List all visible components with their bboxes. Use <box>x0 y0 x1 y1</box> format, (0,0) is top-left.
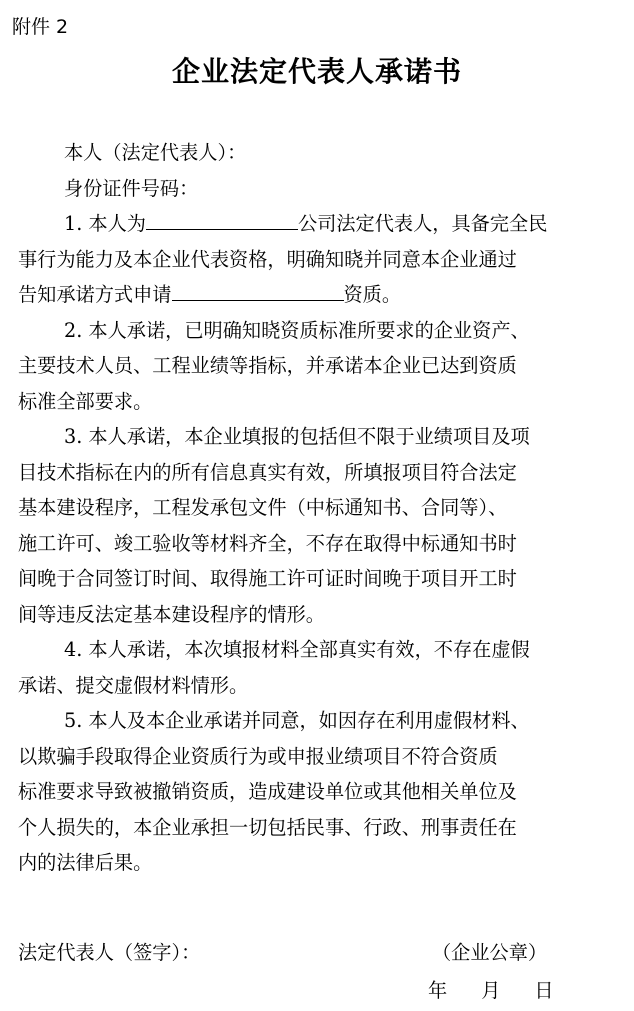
paragraph-2-line: 标准全部要求。 <box>18 389 153 413</box>
qualification-blank[interactable] <box>172 278 344 301</box>
paragraph-2-line: 主要技术人员、工程业绩等指标，并承诺本企业已达到资质 <box>18 354 517 377</box>
paragraph-3-line: 目技术指标在内的所有信息真实有效，所填报项目符合法定 <box>18 460 517 484</box>
paragraph-1-line-2: 事行为能力及本企业代表资格，明确知晓并同意本企业通过 <box>18 247 517 271</box>
paragraph-1-line-3 <box>18 277 621 313</box>
company-seal-label: （企业公章） <box>432 941 548 964</box>
person-line: 本人（法定代表人）： <box>64 141 247 164</box>
month-label: 月 <box>481 979 501 1002</box>
p1-text-c: 告知承诺方式申请 <box>18 283 172 306</box>
paragraph-1-line-1 <box>18 206 621 242</box>
paragraph-5-line: 个人损失的，本企业承担一切包括民事、行政、刑事责任在 <box>18 815 517 839</box>
paragraph-2-line: 2. 本人承诺，已明确知晓资质标准所要求的企业资产、 <box>64 318 530 342</box>
paragraph-5-line: 5. 本人及本企业承诺并同意，如因存在利用虚假材料、 <box>64 709 530 732</box>
p1-text-b: 公司法定代表人，具备完全民 <box>297 212 548 235</box>
paragraph-3-line: 3. 本人承诺，本企业填报的包括但不限于业绩项目及项 <box>64 425 530 448</box>
paragraph-3-line: 基本建设程序，工程发承包文件（中标通知书、合同等）、 <box>18 496 508 519</box>
legal-rep-signature-label: 法定代表人（签字）： <box>18 941 201 964</box>
paragraph-3-line: 施工许可、竣工验收等材料齐全，不存在取得中标通知书时 <box>18 531 517 555</box>
paragraph-3-line: 间等违反法定基本建设程序的情形。 <box>18 602 325 626</box>
paragraph-3-line: 间晚于合同签订时间、取得施工许可证时间晚于项目开工时 <box>18 567 517 590</box>
document-title: 企业法定代表人承诺书 <box>171 55 462 88</box>
paragraph-5-line: 内的法律后果。 <box>18 851 153 874</box>
paragraph-4-line: 4. 本人承诺，本次填报材料全部真实有效，不存在虚假 <box>64 638 530 661</box>
paragraph-4-line: 承诺、提交虚假材料情形。 <box>18 673 249 697</box>
p1-text-d: 资质。 <box>343 283 402 306</box>
attachment-label: 附件 2 <box>12 16 69 38</box>
year-label: 年 <box>428 979 448 1002</box>
day-label: 日 <box>534 979 554 1002</box>
paragraph-5-line: 以欺骗手段取得企业资质行为或申报业绩项目不符合资质 <box>18 744 498 768</box>
commitment-body <box>18 135 621 881</box>
p1-text-a: 1. 本人为 <box>64 212 146 235</box>
id-number-line: 身份证件号码： <box>64 176 199 200</box>
paragraph-5-line: 标准要求导致被撤销资质，造成建设单位或其他相关单位及 <box>18 780 517 803</box>
date-line <box>428 976 554 1003</box>
company-name-blank[interactable] <box>146 207 298 230</box>
